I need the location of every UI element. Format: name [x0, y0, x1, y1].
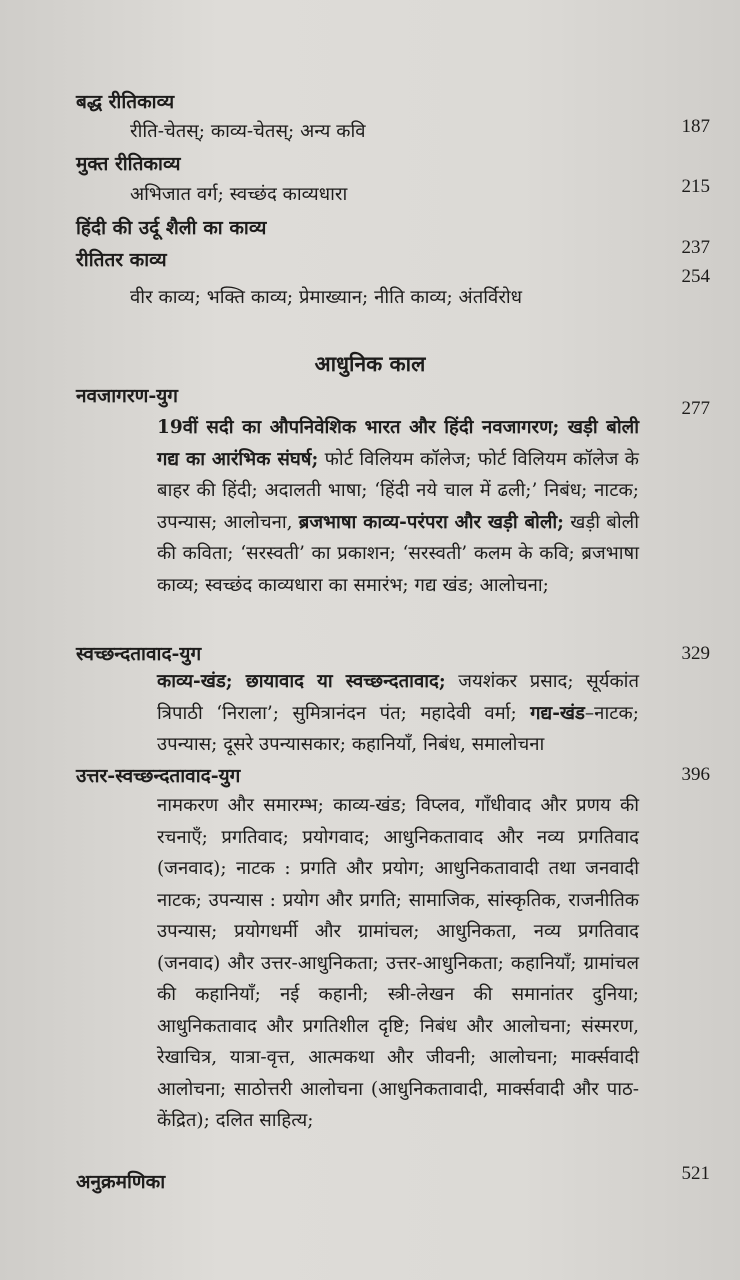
bold-run: ब्रजभाषा काव्य-परंपरा और खड़ी बोली;: [298, 511, 565, 533]
toc-subentries-baddha: रीति-चेतस्; काव्य-चेतस्; अन्य कवि: [130, 121, 366, 142]
page-number-277: 277: [681, 398, 710, 419]
page-number-215: 215: [681, 176, 710, 197]
page-number-396: 396: [681, 764, 710, 785]
bold-run: काव्य-खंड; छायावाद या स्वच्छन्दतावाद;: [157, 671, 446, 692]
toc-heading-navajagaran: नवजागरण-युग: [76, 385, 178, 407]
toc-paragraph-navajagaran: [157, 412, 639, 601]
page-number-187: 187: [681, 116, 710, 137]
text-run: फोर्ट विलियम कॉलेज; फोर्ट विलियम कॉलेज के बाहर की हिंदी; अदालती भाषा; ‘हिंदी नये चाल में ढली;’ निबंध; नाटक; उपन्यास; आलोचना,: [157, 448, 639, 533]
toc-heading-ritittar-kavya: रीतितर काव्य: [76, 249, 167, 271]
toc-subentries-ritittar: वीर काव्य; भक्ति काव्य; प्रेमाख्यान; नीति काव्य; अंतर्विरोध: [130, 287, 523, 308]
text-run: –नाटक; उपन्यास; दूसरे उपन्यासकार; कहानियाँ, निबंध, समालोचना: [157, 702, 639, 755]
toc-heading-mukta-ritikavya: मुक्त रीतिकाव्य: [76, 153, 181, 175]
toc-paragraph-uttar: नामकरण और समारम्भ; काव्य-खंड; विप्लव, गाँधीवाद और प्रणय की रचनाएँ; प्रगतिवाद; प्रयोगवाद; आधुनिकतावाद और नव्य प्रगतिवाद (जनवाद); नाटक : प्रगति और प्रयोग; आधुनिकतावादी तथा जनवादी नाटक; उपन्यास : प्रयोग और प्रगति; सामाजिक, सांस्कृतिक, राजनीतिक उपन्यास; प्रयोगधर्मी और ग्रामांचल; आधुनिकता, नव्य प्रगतिवाद (जनवाद) और उत्तर-आधुनिकता; उत्तर-आधुनिकता; कहानियाँ; ग्रामांचल की कहानियाँ; नई कहानी; स्त्री-लेखन की समानांतर दुनिया; आधुनिकतावाद और प्रगतिशील दृष्टि; निबंध और आलोचना; संस्मरण, रेखाचित्र, यात्रा-वृत्त, आत्मकथा और जीवनी; आलोचना; मार्क्सवादी आलोचना; साठोत्तरी आलोचना (आधुनिकतावादी, मार्क्सवादी और पाठ-केंद्रित); दलित साहित्य;: [157, 795, 639, 1131]
text-run: खड़ी बोली की कविता; ‘सरस्वती’ का प्रकाशन; ‘सरस्वती’ कलम के कवि; ब्रजभाषा काव्य; स्वच्छंद काव्यधारा का समारंभ; गद्य खंड; आलोचना;: [157, 511, 639, 596]
toc-heading-svachhandatavad: स्वच्छन्दतावाद-युग: [76, 643, 202, 665]
toc-paragraph-svachhandatavad: [157, 666, 639, 761]
page-number-329: 329: [681, 643, 710, 664]
section-title-adhunik-kaal: आधुनिक काल: [314, 351, 426, 376]
toc-heading-baddha-ritikavya: बद्ध रीतिकाव्य: [76, 91, 175, 113]
page-number-237: 237: [681, 237, 710, 258]
bold-run: 19वीं सदी का औपनिवेशिक भारत और हिंदी नवजागरण; खड़ी बोली गद्य का आरंभिक संघर्ष;: [157, 417, 639, 470]
toc-heading-urdu-shaili: हिंदी की उर्दू शैली का काव्य: [76, 217, 267, 239]
toc-subentries-mukta: अभिजात वर्ग; स्वच्छंद काव्यधारा: [130, 184, 348, 205]
page-number-521: 521: [681, 1163, 710, 1184]
page-number-254: 254: [681, 266, 710, 287]
toc-heading-index: अनुक्रमणिका: [76, 1171, 166, 1193]
toc-heading-uttar-svachhandatavad: उत्तर-स्वच्छन्दतावाद-युग: [76, 765, 241, 787]
bold-run: गद्य-खंड: [530, 702, 585, 724]
text-run: जयशंकर प्रसाद; सूर्यकांत त्रिपाठी ‘निराला’; सुमित्रानंदन पंत; महादेवी वर्मा;: [157, 671, 639, 724]
